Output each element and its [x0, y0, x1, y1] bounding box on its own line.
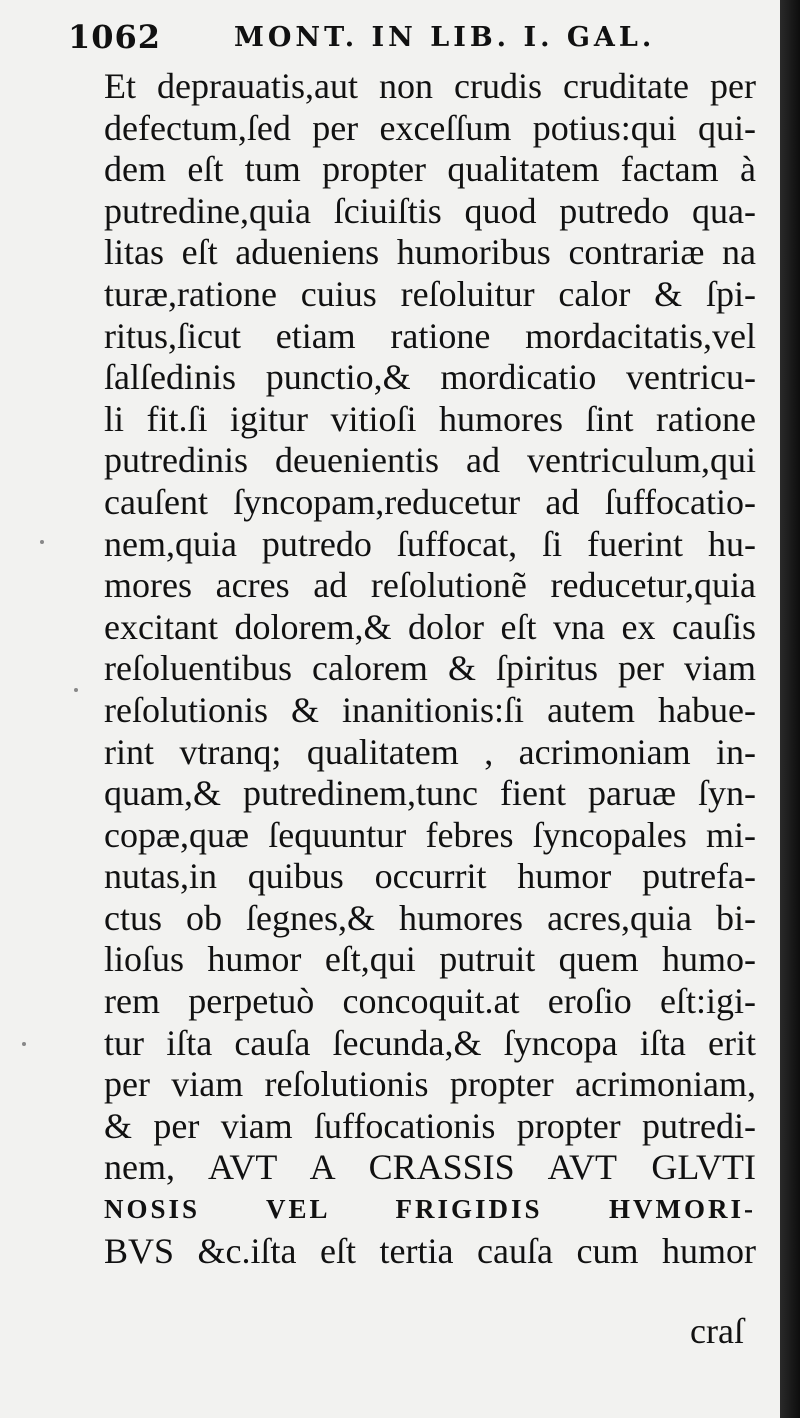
text-line: reſoluentibus calorem & ſpiritus per viam	[104, 648, 756, 689]
text-line: Et deprauatis,aut non crudis cruditate per	[104, 66, 756, 106]
text-line: per viam reſolutionis propter acrimoniam,	[104, 1064, 756, 1105]
text-line: ſalſedinis punctio,& mordicatio ventricu-	[104, 357, 756, 398]
text-line: turæ,ratione cuius reſoluitur calor & ſpi-	[104, 273, 756, 314]
text-line: lioſus humor eſt,qui putruit quem humo-	[104, 939, 756, 980]
text-line: quam,& putredinem,tunc fient paruæ ſyn-	[104, 773, 756, 814]
text-line: rem perpetuò concoquit.at eroſio eſt:igi-	[104, 981, 756, 1022]
catchword: craſ	[690, 1311, 744, 1351]
text-line: reſolutionis & inanitionis:ſi autem habue-	[104, 689, 756, 730]
text-line: BVS &c.iſta eſt tertia cauſa cum humor	[104, 1230, 756, 1271]
text-line: nem, AVT A CRASSIS AVT GLVTI	[104, 1147, 756, 1188]
text-line: putredinis deuenientis ad ventriculum,qui	[104, 440, 756, 481]
text-line: rint vtranq; qualitatem , acrimoniam in-	[104, 731, 756, 772]
running-title: MONT. IN LIB. I. GAL.	[234, 22, 656, 53]
body-text	[104, 66, 756, 1272]
paper-speck	[22, 1042, 26, 1046]
text-line: dem eſt tum propter qualitatem factam à	[104, 149, 756, 190]
text-line-caps: NOSIS VEL FRIGIDIS HVMORI-	[104, 1194, 756, 1225]
text-line: li fit.ſi igitur vitioſi humores ſint ratione	[104, 398, 756, 439]
text-line: ctus ob ſegnes,& humores acres,quia bi-	[104, 897, 756, 938]
text-line: cauſent ſyncopam,reducetur ad ſuffocatio-	[104, 481, 756, 522]
text-line: mores acres ad reſolutionẽ reducetur,quia	[104, 565, 756, 606]
text-line: putredine,quia ſciuiſtis quod putredo qua-	[104, 190, 756, 231]
running-head	[68, 18, 688, 68]
text-line: nutas,in quibus occurrit humor putrefa-	[104, 856, 756, 897]
text-line: & per viam ſuffocationis propter putredi-	[104, 1105, 756, 1146]
text-line: excitant dolorem,& dolor eſt vna ex cauſis	[104, 606, 756, 647]
text-line: ritus,ſicut etiam ratione mordacitatis,vel	[104, 315, 756, 356]
paper-speck	[74, 688, 78, 692]
text-line: nem,quia putredo ſuffocat, ſi fuerint hu-	[104, 523, 756, 564]
paper-speck	[40, 540, 44, 544]
text-line: litas eſt adueniens humoribus contrariæ na	[104, 232, 756, 273]
text-line: copæ,quæ ſequuntur febres ſyncopales mi-	[104, 814, 756, 855]
text-line: defectum,ſed per exceſſum potius:qui qui-	[104, 107, 756, 148]
page-edge-shadow	[780, 0, 800, 1418]
page-number: 1062	[68, 18, 162, 56]
text-line: tur iſta cauſa ſecunda,& ſyncopa iſta erit	[104, 1022, 756, 1063]
